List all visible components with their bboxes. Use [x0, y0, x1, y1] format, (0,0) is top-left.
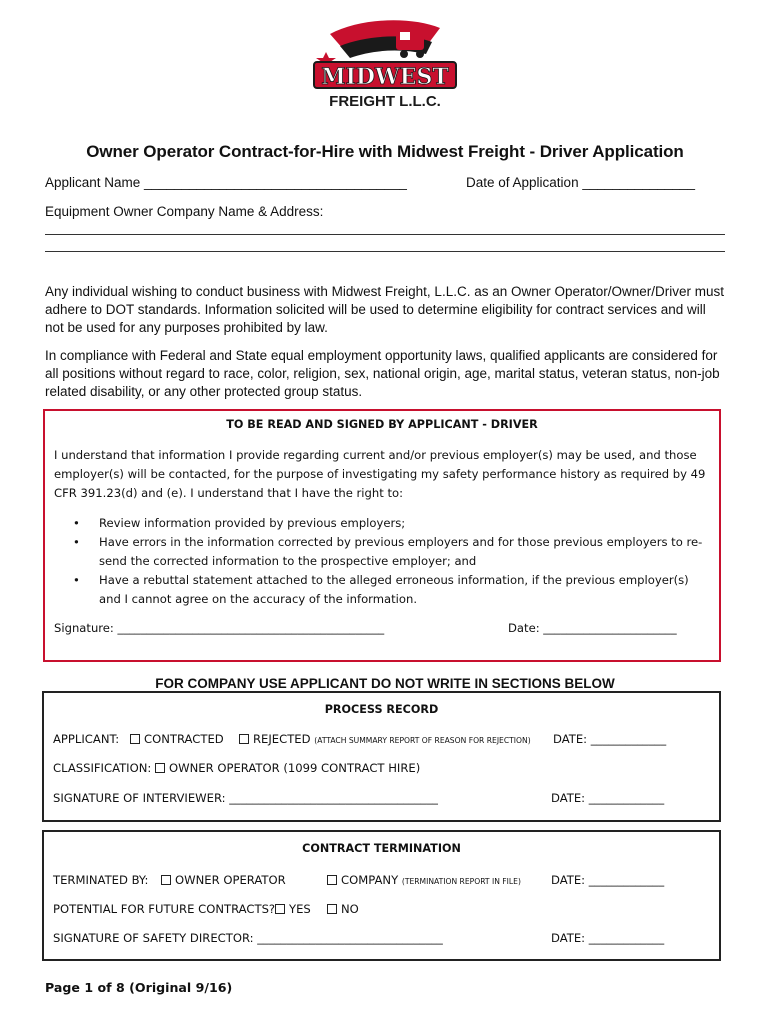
applicant-acknowledgement-box [43, 409, 721, 662]
checkbox-icon[interactable] [327, 875, 337, 885]
bullet-icon: • [73, 516, 80, 530]
applicant-name-field[interactable]: Applicant Name ___________________________________ [45, 175, 407, 190]
logo-wordmark: MIDWEST [321, 64, 449, 90]
signature-date-field[interactable]: Date: _______________________ [508, 621, 677, 635]
rejected-option[interactable]: REJECTED (ATTACH SUMMARY REPORT OF REASON FOR REJECTION) [239, 732, 531, 746]
classification-label: CLASSIFICATION: [53, 761, 152, 775]
eeo-paragraph: In compliance with Federal and State equal employment opportunity laws, qualified applicants are considered for all positions without regard to race, color, religion, sex, national origin, age, marital status, veteran status, non-job related disability, or any other protected group status. [45, 348, 720, 399]
equipment-address-line-1[interactable] [45, 234, 725, 235]
checkbox-icon[interactable] [327, 904, 337, 914]
applicant-label: APPLICANT: [53, 732, 120, 746]
safety-director-date-field[interactable]: DATE: _____________ [551, 931, 665, 945]
process-date-field[interactable]: DATE: _____________ [553, 732, 667, 746]
bullet-icon: • [73, 573, 80, 587]
yes-option[interactable]: YES [275, 902, 311, 916]
company-logo [300, 14, 470, 110]
date-of-application-field[interactable]: Date of Application _______________ [466, 175, 695, 190]
owner-operator-option[interactable]: OWNER OPERATOR (1099 CONTRACT HIRE) [155, 761, 420, 775]
company-option[interactable]: COMPANY (TERMINATION REPORT IN FILE) [327, 873, 521, 887]
checkbox-icon[interactable] [239, 734, 249, 744]
process-record-box [42, 691, 721, 822]
bullet-icon: • [73, 535, 80, 549]
list-item: • Review information provided by previous employers; [73, 514, 703, 533]
applicant-row [45, 175, 725, 190]
contract-termination-heading: CONTRACT TERMINATION [302, 842, 461, 855]
interviewer-date-field[interactable]: DATE: _____________ [551, 791, 665, 805]
acknowledgement-text: I understand that information I provide regarding current and/or previous employer(s) may be used, and those employer(s) will be contacted, for the purpose of investigating my safety performance history as required by 49 CFR 391.23(d) and (e). I understand that I have the right to: [54, 448, 706, 500]
list-item: • Have a rebuttal statement attached to the alleged erroneous information, if the previous employer(s) and I cannot agree on the accuracy of the information. [73, 573, 689, 606]
signature-row [54, 621, 714, 635]
signature-field[interactable]: Signature: ______________________________________________ [54, 621, 385, 635]
rights-list [73, 514, 703, 609]
company-use-heading: FOR COMPANY USE APPLICANT DO NOT WRITE IN SECTIONS BELOW [155, 676, 615, 691]
checkbox-icon[interactable] [155, 763, 165, 773]
interviewer-signature-field[interactable]: SIGNATURE OF INTERVIEWER: ____________________________________ [53, 791, 438, 805]
contract-termination-box [42, 830, 721, 961]
terminated-by-label: TERMINATED BY: [53, 873, 149, 887]
future-contracts-label: POTENTIAL FOR FUTURE CONTRACTS? [53, 902, 276, 916]
no-option[interactable]: NO [327, 902, 359, 916]
process-record-heading: PROCESS RECORD [324, 703, 439, 716]
eligibility-paragraph: Any individual wishing to conduct business with Midwest Freight, L.L.C. as an Owner Operator/Owner/Driver must adhere to DOT standards. Information solicited will be used to determine eligibility for contract services and will not be used for any purposes prohibited by law. [45, 284, 725, 335]
acknowledgement-heading: TO BE READ AND SIGNED BY APPLICANT - DRIVER [226, 418, 538, 431]
safety-director-signature-field[interactable]: SIGNATURE OF SAFETY DIRECTOR: ________________________________ [53, 931, 443, 945]
equipment-owner-label: Equipment Owner Company Name & Address: [45, 204, 324, 219]
logo-subtitle: FREIGHT L.L.C. [329, 93, 441, 110]
checkbox-icon[interactable] [275, 904, 285, 914]
termination-date-field[interactable]: DATE: _____________ [551, 873, 665, 887]
contracted-option[interactable]: CONTRACTED [130, 732, 224, 746]
page-footer: Page 1 of 8 (Original 9/16) [45, 980, 233, 995]
checkbox-icon[interactable] [161, 875, 171, 885]
document-title: Owner Operator Contract-for-Hire with Midwest Freight - Driver Application [86, 142, 684, 161]
checkbox-icon[interactable] [130, 734, 140, 744]
list-item: • Have errors in the information corrected by previous employers and for those previous employers to re-send the corrected information to the prospective employer; and [73, 535, 703, 568]
equipment-address-line-2[interactable] [45, 251, 725, 252]
owner-operator-option[interactable]: OWNER OPERATOR [161, 873, 286, 887]
